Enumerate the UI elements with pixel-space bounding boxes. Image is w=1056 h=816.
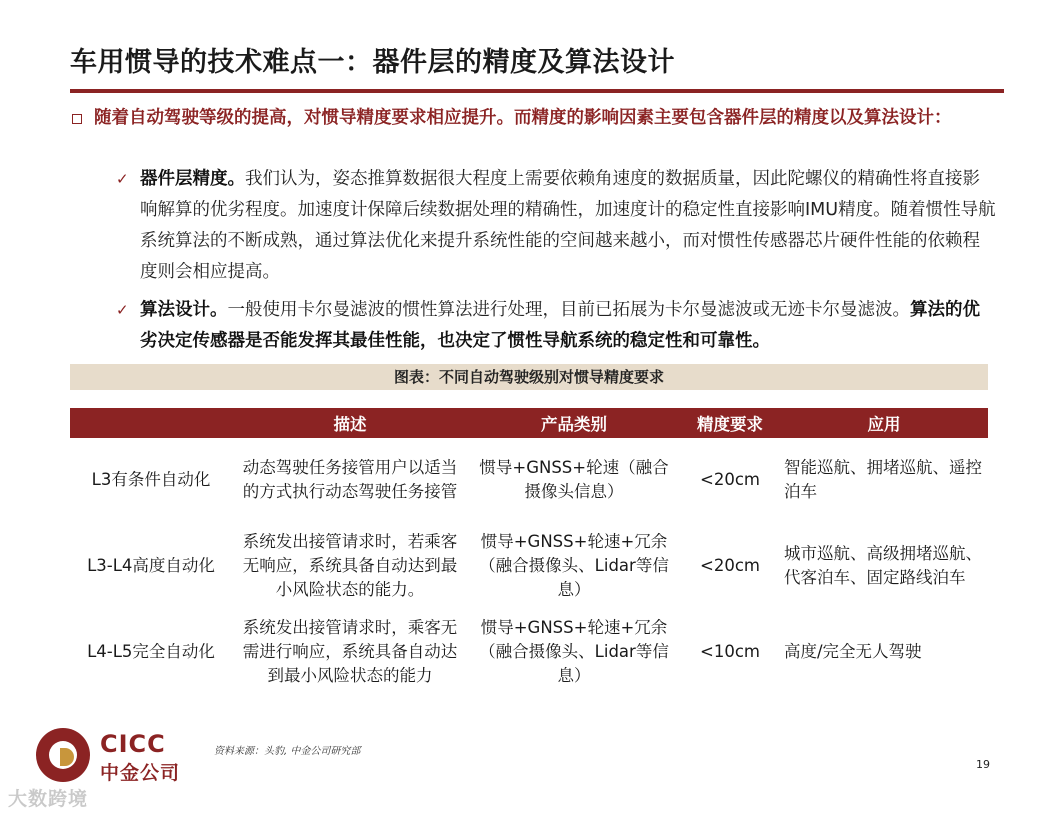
product-cell: 惯导+GNSS+轮速+冗余（融合摄像头、Lidar等信息） [479, 618, 669, 685]
precision-cell: <20cm [700, 470, 760, 489]
point-algorithm-design [116, 295, 996, 357]
table-row [70, 522, 988, 610]
point-text: 我们认为，姿态推算数据很大程度上需要依赖角速度的数据质量，因此陀螺仪的精确性将直接影响解算的优劣程度。加速度计保障后续数据处理的精确性，加速度计的稳定性直接影响IMU精度。随着惯性导航系统算法的不断成熟，通过算法优化来提升系统性能的空间越来越小，而对惯性传感器芯片硬件性能的依赖程度则会相应提高。 [140, 169, 996, 282]
brand-name-en: CICC [100, 730, 166, 758]
brand-name-cn: 中金公司 [100, 762, 181, 784]
precision-cell: <10cm [700, 642, 760, 661]
precision-table [70, 408, 988, 694]
application-cell: 智能巡航、拥堵巡航、遥控泊车 [784, 458, 982, 501]
checkmark-icon: ✓ [116, 301, 129, 319]
page-number: 19 [976, 758, 990, 771]
square-bullet-icon [72, 114, 82, 124]
source-note: 资料来源：头豹, 中金公司研究部 [214, 746, 361, 757]
table-row [70, 610, 988, 694]
description-cell: 系统发出接管请求时，乘客无需进行响应，系统具备自动达到最小风险状态的能力 [242, 618, 458, 685]
lead-paragraph: 随着自动驾驶等级的提高，对惯导精度要求相应提升。而精度的影响因素主要包含器件层的精度以及算法设计： [94, 108, 952, 128]
level-cell: L4-L5完全自动化 [87, 642, 215, 661]
header-cell: 精度要求 [680, 408, 780, 438]
watermark-text: 大数跨境 [8, 788, 89, 810]
title-divider [70, 89, 1004, 93]
point-text: 一般使用卡尔曼滤波的惯性算法进行处理，目前已拓展为卡尔曼滤波或无迹卡尔曼滤波。 [227, 300, 910, 320]
header-cell: 描述 [232, 408, 468, 438]
precision-cell: <20cm [700, 556, 760, 575]
cicc-logo-icon [36, 728, 90, 782]
application-cell: 高度/完全无人驾驶 [784, 642, 922, 661]
header-cell [70, 408, 232, 438]
table-header-row [70, 408, 988, 438]
product-cell: 惯导+GNSS+轮速+冗余（融合摄像头、Lidar等信息） [479, 532, 669, 599]
level-cell: L3-L4高度自动化 [87, 556, 215, 575]
point-emphasis: 算法的优劣决定传感器是否能发挥其最佳性能，也决定了惯性导航系统的稳定性和可靠性。 [140, 300, 980, 351]
table-row [70, 438, 988, 522]
page-title: 车用惯导的技术难点一：器件层的精度及算法设计 [70, 47, 675, 78]
description-cell: 系统发出接管请求时，若乘客无响应，系统具备自动达到最小风险状态的能力。 [242, 532, 458, 599]
header-cell: 应用 [780, 408, 988, 438]
point-heading: 算法设计。 [140, 300, 228, 320]
description-cell: 动态驾驶任务接管用户以适当的方式执行动态驾驶任务接管 [242, 458, 458, 501]
header-cell: 产品类别 [468, 408, 680, 438]
point-heading: 器件层精度。 [140, 169, 245, 189]
point-device-precision [116, 164, 996, 288]
application-cell: 城市巡航、高级拥堵巡航、代客泊车、固定路线泊车 [784, 544, 982, 587]
product-cell: 惯导+GNSS+轮速（融合摄像头信息） [479, 458, 669, 501]
level-cell: L3有条件自动化 [91, 470, 211, 489]
table-caption: 图表：不同自动驾驶级别对惯导精度要求 [70, 364, 988, 390]
checkmark-icon: ✓ [116, 170, 129, 188]
